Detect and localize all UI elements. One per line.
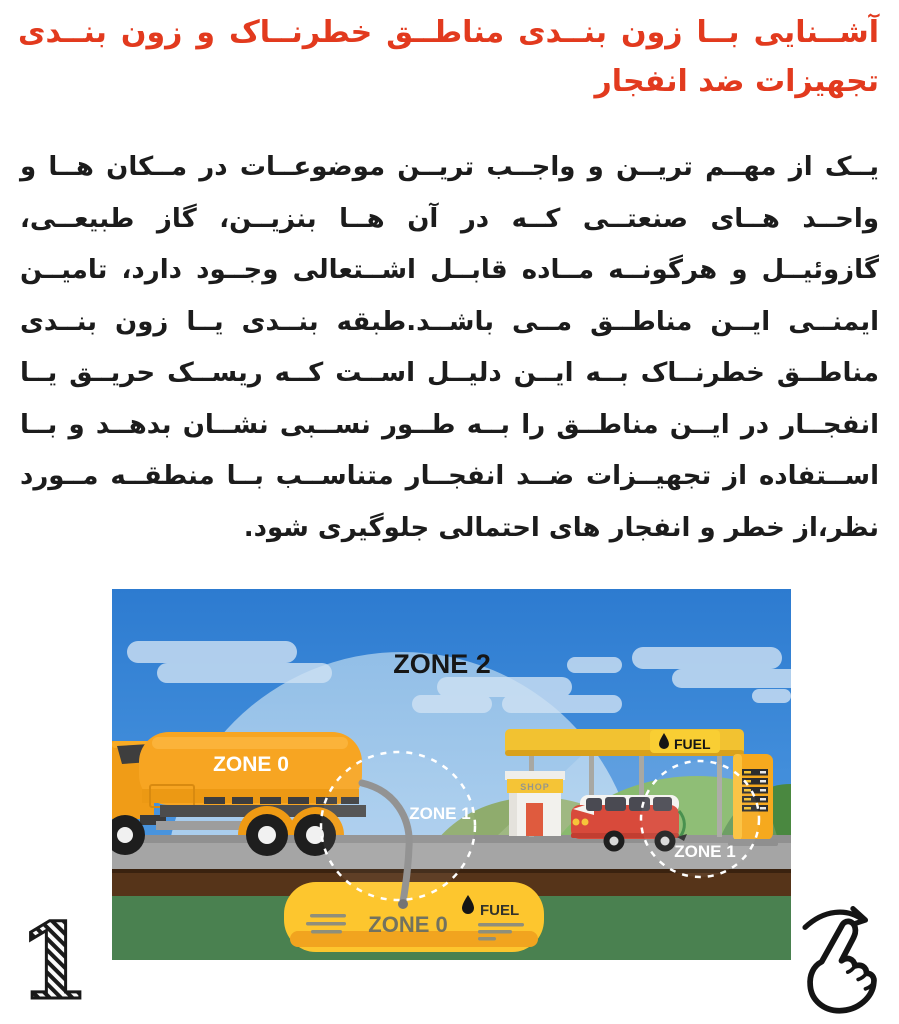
body-line: واحــد هــای صنعتــی کــه در آن هــا بنزیــن، گاز طبیعــی، <box>20 203 879 234</box>
page-title-line-1: آشــنایی بــا زون بنــدی مناطــق خطرنــاک و زون بنــدی <box>18 15 879 50</box>
page-number <box>12 912 92 1012</box>
body-line: مناطــق خطرنــاک بــه ایــن دلیــل اســت کــه ریســک حریــق یــا <box>20 358 879 388</box>
body-line: یــک از مهــم تریــن و واجــب تریــن موضوعــات در مــکان هــا و <box>20 152 879 182</box>
shop-sign-label: SHOP <box>520 782 550 792</box>
page-number-text: 1 <box>17 912 91 1012</box>
tanker-zone0-label: ZONE 0 <box>213 753 289 776</box>
page-title-line-2: تجهیزات ضد انفجار <box>594 64 879 99</box>
illustration-svg <box>112 589 791 960</box>
pointing-hand <box>810 921 874 1010</box>
underground-fuel-label: FUEL <box>480 902 520 919</box>
body-paragraph <box>20 142 879 554</box>
shop-door <box>526 803 543 836</box>
canopy-fuel-sign <box>650 730 720 753</box>
canopy-fuel-label: FUEL <box>674 736 711 752</box>
body-line: اســتفاده از تجهیــزات ضــد انفجــار متناســب بــا منطقــه مــورد <box>20 461 879 491</box>
body-line: گازوئیــل و هرگونــه مــاده قابــل اشــتعالی وجــود دارد، تامیــن <box>20 255 879 285</box>
zone1-label-left: ZONE 1 <box>409 804 471 823</box>
body-line: انفجــار در ایــن مناطــق را بــه طــور نســبی نشــان بدهــد و بــا <box>20 409 879 440</box>
body-line: ایمنــی ایــن مناطــق مــی باشــد.طبقه بنــدی یــا زون بنــدی <box>20 306 879 337</box>
body-line: نظر،از خطر و انفجار های احتمالی جلوگیری شود. <box>243 512 879 543</box>
page-title <box>18 8 879 106</box>
swipe-next-icon[interactable] <box>792 893 892 1018</box>
shop-building <box>505 771 565 836</box>
zone2-label: ZONE 2 <box>393 649 491 679</box>
zone-classification-illustration <box>112 589 791 960</box>
zone1-dashed-circle-left <box>321 752 475 900</box>
zone1-label-right: ZONE 1 <box>674 842 736 861</box>
underground-zone0-label: ZONE 0 <box>368 912 448 937</box>
